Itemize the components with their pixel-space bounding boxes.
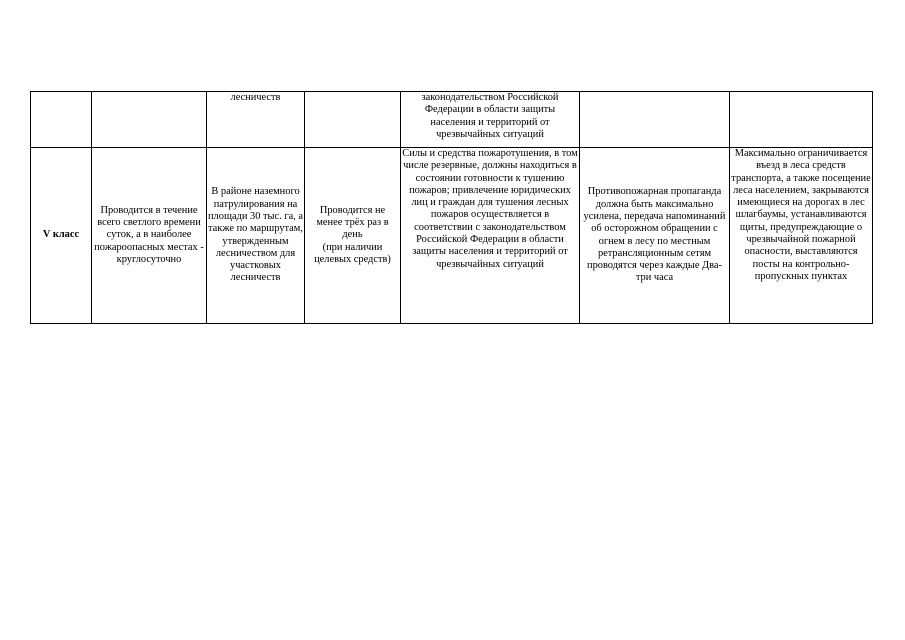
cell-forces-continuation: законодательством Российской Федерации в области защиты населения и территорий от чрезвычайных ситуаций: [401, 92, 580, 148]
cell-class-label: V класс: [31, 148, 92, 324]
aviation-patrol-text: Проводится не менее трёх раз в день (при наличии целевых средств): [314, 204, 391, 265]
cell-ground-patrol: В районе наземного патрулирования на площади 30 тыс. га, а также по маршрутам, утвержденным лесничеством для участковых лесничеств: [207, 148, 305, 324]
cell-observation: Проводится в течение всего светлого времени суток, а в наиболее пожароопасных местах - круглосуточно: [92, 148, 207, 324]
fire-danger-measures-table: [30, 91, 873, 324]
cell-ground-patrol-continuation: лесничеств: [207, 92, 305, 148]
cell-forces: Силы и средства пожаротушения, в том числе резервные, должны находиться в состоянии готовности к тушению пожаров; привлечение юридических лиц и граждан для тушения лесных пожаров осуществляется в соответствии с законодательством Российской Федерации в области защиты населения и территорий от чрезвычайных ситуаций: [401, 148, 580, 324]
cell-restrictions: Максимально ограничивается въезд в леса средств транспорта, а также посещение леса населением, закрываются имеющиеся на дорогах в лес шлагбаумы, устанавливаются щиты, предупреждающие о чрезвычайной пожарной опасности, выставляются посты на контрольно-пропускных пунктах: [730, 148, 873, 324]
cell-aviation-patrol: [305, 148, 401, 324]
cell-observation-empty: [92, 92, 207, 148]
cell-class-empty: [31, 92, 92, 148]
cell-restrictions-empty: [730, 92, 873, 148]
cell-propaganda-empty: [580, 92, 730, 148]
cell-aviation-empty: [305, 92, 401, 148]
table-row-continuation: [31, 92, 873, 148]
cell-propaganda: Противопожарная пропаганда должна быть максимально усилена, передача напоминаний об осторожном обращении с огнем в лесу по местным ретрансляционным сетям проводятся через каждые Два-три часа: [580, 148, 730, 324]
table-row-class-v: [31, 148, 873, 324]
